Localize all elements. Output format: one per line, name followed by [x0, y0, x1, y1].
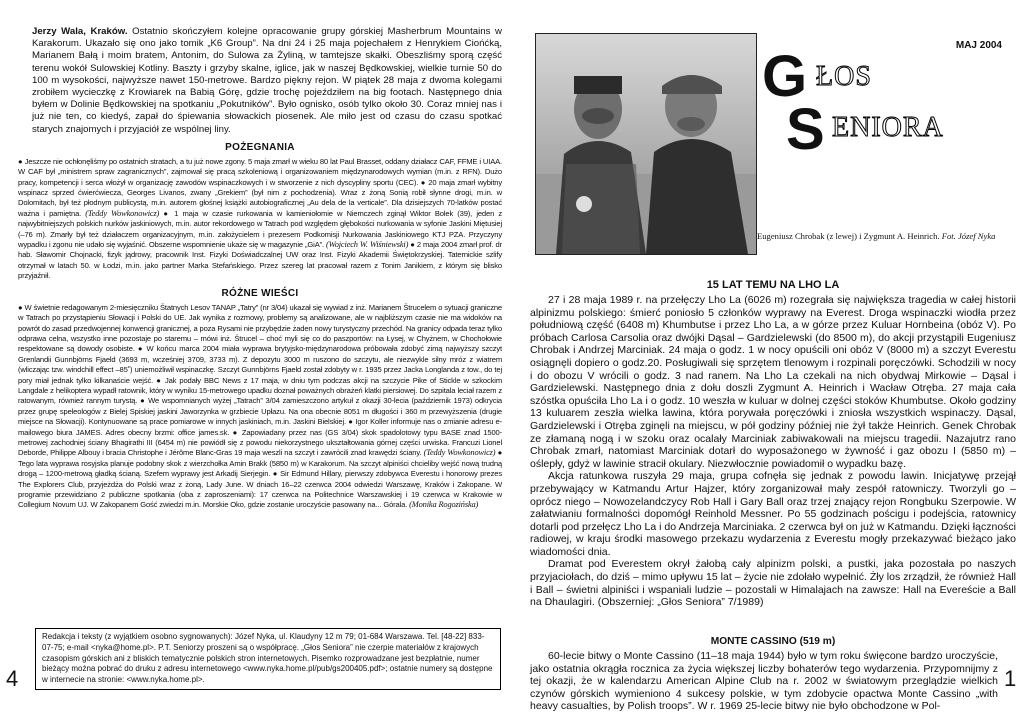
intro-paragraph [32, 26, 502, 136]
pozegnania-item-1: Jeszcze nie ochłonęliśmy po ostatnich stratach, a tu już nowe zgony. 5 maja zmarł w wieku 80 lat Paul Brasset, oddany działacz CAF, FFME i UIAA. W CAF był „ministrem spraw zagranicznych”, zajmował się pracą szkoleniową i organizowaniem międzynarodowych wymian (m.in. z RFN). Dużo pracy, kompetencji i serca włożył w organizację zawodów wspinaczkowych i w stworzenie z nich dyscypliny sportu (CEC). [18, 156, 503, 187]
bullet: ● [497, 448, 503, 458]
page-number-left: 4 [6, 666, 19, 691]
wiesci-text [18, 303, 502, 511]
signature: (Teddy Wowkonowicz) [85, 208, 160, 218]
article-paragraph: 27 i 28 maja 1989 r. na przełęczy Lho La (6026 m) rozegrała się największa tragedia w całej historii alpinizmu polskiego: śmierć poniosło 5 członków wyprawy na Everest. Droga wspinaczki wiodła przez południową część (6408 m) Khumbutse i przez Lho La, a w górze przez Kuluar Hornbeina (obóz V). Po próbach Carlosa Carsolia oraz dwójki Dąsal – Gardzielewski (do 8500 m), do akcji przystąpili Eugeniusz Chrobak i Andrzej Marciniak. 24 maja o godz. 1 w nocy opuścili oni obóz V (8000 m) a szczyt Everestu osiągnęli dopiero o godz.20. Posługiwali się sprzętem tlenowym i rozpinali poręczówki. Schodzili w nocy i do obozu V wrócili o godz. 3 nad ranem. Na Lho La czekali na nich obydwaj Mirkowie – Dąsal i Gardzielewski. Następnego dnia z dołu doszli Zygmunt A. Heinrich i Wacław Otręba. 27 maja cała szóstka opuściła Lho La i o godz. 10 weszła w kuluar w dolnej części stoków Khumbutse. Około godziny 13 kuluarem zeszła wielka lawina, która porywała poręczówki i zniosła wszystkich wspinaczy. Dąsal, Gardzielewski i Otręba zginęli na miejscu, w pół godziny później nie żył także Heinrich. Genek Chrobak ze złamaną nogą i w szoku oraz ocalały Marciniak zabiwakowali na miejscu tragedii. Nazajutrz rano Chrobak zmarł, natomiast Marciniak dotarł do wyposażonego w żywność i gaz obozu I (5850 m) – oślepły, gdyż w lawinie stracił okulary. Niezwłocznie powiadomił o wypadku bazę. [530, 294, 1016, 470]
issue-date: MAJ 2004 [955, 40, 1002, 51]
signature: (Teddy Wowkonowicz) [423, 448, 496, 458]
pozegnania-item-3: 1 maja w czasie rurkowania w kamieniołomie w Niemczech zginął Wiktor Bolek (39), jeden z najwybitniejszych polskich nurków jaskiniowych, m.in. autor rekordowego w Tatrach pod względem głębokości nurkowania w syfonie Jaskini Miętusiej (–76 m). Zmarły był też działaczem organizacyjnym, m.in. założycielem i prezesem Podkomisji Nurkowania Jaskiniowego KTJ PZA. Przyczyny wypadku i zgonu nie udało się wyjaśnić. Obszerne wspomnienie ukaże się w magazynie „GiA”. [18, 208, 502, 250]
monte-cassino-paragraph: 60-lecie bitwy o Monte Cassino (11–18 maja 1944) było w tym roku święcone bardzo uroczyście, jako ostatnia okrągła rocznica za życia większej liczby bohaterów tego wydarzenia. Przypomnijmy z tej okazji, że w kalendarzu American Alpine Club na r. 2002 w światowym przeglądzie wielkich czynów górskich wymieniono 4 sukcesy polskie, w tym zdobycie opactwa Monte Cassino „with heavy casualties, by Polish troops”. W r. 1969 25-lecie bitwy nie było obchodzone w Pol- [530, 650, 998, 713]
wiesci-item-4: We wspomnianych wyżej „Tatrach” 3/04 zamieszczono artykuł z okazji 30-lecia (październik 1973) odkrycia przez grupę speleologów z Bielej Spiskiej jaskini Jaworzynka w grzbiecie Upłazu. Na ona obecnie 8051 m długości i 360 m przewyższenia (drugie miejsce na Słowacji). Kontynuowane są prace pomiarowe w innych jaskiniach, m.in. Jaskini Bielskiej. [18, 396, 502, 427]
bullet: ● [18, 302, 23, 312]
pozegnania-item-4: 2 maja 2004 zmarł prof. dr hab. Sławomir Chojnacki, fizyk jądrowy, pracownik Inst. Fizyki Doświadczalnej UW oraz Inst. Fizyki Akademii Świętokrzyskiej. Taternickie szlify otrzymał w latach 50. w Łodzi, m.in. jako partner Marka Stefańskiego. Przez szereg lat pracował razem z Tonim Janikiem, z którym się blisko przyjaźnił. [18, 240, 502, 281]
bullet: ● [410, 240, 415, 250]
imprint-box: Redakcja i teksty (z wyjątkiem osobno sygnowanych): Józef Nyka, ul. Klaudyny 12 m 79; 01-684 Warszawa. Tel. [48-22] 833-07-75; e-mail <nyka@home.pl>. P.T. Seniorzy proszeni są o współpracę. „Głos Seniora” nie czerpie materiałów z krajowych czasopism górskich ani z bliskich tematycznie polskich stron internetowych. Pisemko rozprowadzane jest bezpłatnie, numer bieżący można pobrać do druku z adresu internetowego <www.nyka.home.pl/pub/gs200405.pdf>; ostatnie numery są dostępne w internecie na stronie: <www.nyka.home.pl>. [35, 628, 501, 690]
bullet: ● [163, 208, 171, 218]
signature: (Monika Rogozińska) [409, 500, 479, 510]
monte-cassino-title: MONTE CASSINO (519 m) [710, 636, 836, 647]
intro-text: Ostatnio skończyłem kolejne opracowanie grupy górskiej Masherbrum Mountains w Karakorum. Ukazało się ono jako tomik „K6 Group”. Na dni 24 i 25 maja pojechałem z Henrykiem Ciońćką, Marianem Bałą i moim bratem, Antonim, do Sulowa za Żyliną, w tamtejsze skałki. Obeszliśmy sporą część terenu wokół Sulowskiej Kotliny. Baszty i grzyby skalne, iglice, jak w naszej Będkowskiej, wielkie turnie 50 do 100 m wysokości, najwyższe nawet 150-metrowe. Bardzo piękny rejon. W piątek 28 maja z dwoma kolegami zrobiłem wycieczkę z Krowiarek na Babią Górę, gdzie trochę pojeździłem na big footach. Następnego dnia byłem w Dolinie Będkowskiej na spotkaniu „Pokutników”. Było ognisko, osób tylko około 30. Coraz mniej nas i już nie ten, co kiedyś, zapał do śpiewania słowackich piosenek. Ale miło jest od czasu do czasu spotkać starych znajomych i przyjaciół ze wspólnej liny. [32, 26, 502, 135]
intro-author: Jerzy Wala, Kraków. [32, 26, 128, 37]
caption-text: Eugeniusz Chrobak (z lewej) i Zygmunt A. Heinrich. [757, 231, 940, 241]
article-title: 15 LAT TEMU NA LHO LA [706, 279, 840, 291]
photo-climbers [535, 33, 757, 255]
logo-word-eniora: ENIORA [832, 112, 944, 143]
logo-letter-g: G [762, 44, 808, 109]
logo-word-los: ŁOS [816, 61, 872, 92]
caption-credit: Fot. Józef Nyka [941, 231, 996, 241]
article-paragraph: Dramat pod Everestem okrył żałobą cały alpinizm polski, a pustki, jaka pozostała po naszych przyjaciołach, do dziś – mimo upływu 15 lat – życie nie zdołało wypełnić. Żły los zrządził, że również Hall i Ball – świetni alpiniści i wspaniali ludzie – pozostali w Himalajach na zawsze: Hall na Evereście a Ball na Dhaulagiri. (Obszerniej: „Głos Seniora” 7/1989) [530, 558, 1016, 609]
bullet: ● [272, 469, 278, 479]
article-body [530, 294, 1016, 609]
wiesci-item-3: Jak podały BBC News z 17 maja, w dniu tym podczas akcji na szczycie Pike of Stickle w szkockim Langdale z helikoptera wypadł ratownik, który w wyniku 15-metrowego upadku doznał poważnych obrażeń klatki piersiowej. Do szpitala leciał razem z ratowanym, również rannym turystą. [18, 375, 503, 406]
left-page [18, 8, 502, 511]
bullet: ● [420, 177, 426, 187]
bullet: ● [137, 344, 144, 354]
logo-letter-s: S [786, 97, 825, 162]
wiesci-title: RÓŻNE WIEŚCI [221, 287, 299, 299]
photo-placeholder [536, 34, 756, 254]
article-paragraph: Akcja ratunkowa ruszyła 29 maja, grupa cofnęła się jednak z powodu lawin. Inicjatywę przejął przebywający w Katmandu Artur Hajzer, który zorganizował mały zespół ratowniczy. Tworzyli go – oprócz niego – Nowozelandczycy Rob Hall i Gary Ball oraz trzej znający rejon Rongbuku Szerpowie. W załatwianiu formalności dopomógł Reinhold Messner. Po 55 godzinach pościgu i podejścia, ratownicy dotarli pod przełęcz Lho La i do Andrzeja Marciniaka. 2 czerwca był on już w Katmandu. Dzięki łączności radiowej, w kraju środki masowego przekazu wydarzenia z Everestu mogły przekazywać bieżąco jako wiadomości dnia. [530, 470, 1016, 558]
wiesci-item-5: Igor Koller informuje nas o zmianie adresu e-mailowego biura JAMES. Adres obecny brzmi: office james.sk. [18, 417, 503, 437]
photo-caption [757, 231, 997, 242]
wiesci-item-1: W świetnie redagowanym 2-miesięczniku Štatnych Lesov TANAP „Tatry” (nr 3/04) ukazał się wywiad z inż. Marianem Štrucelem o sytuacji graniczne w Tatrach po przystąpieniu Słowacji i Polski do UE. Jak wynika z rozmowy, problemy są analizowane, ale w najbliższym czasie nie ma widoków na powrót do zasad przedwojennej konwencji granicznej, a poza Rysami nie przybędzie żaden nowy turystyczny przechód. Na granicy odpada teraz tylko odprawa celna, wszystko inne pozostaje po staremu – mówi inż. Štrucel – choć myli się co do paszportów: na Łysej, w Chyżnem, w Chochołowie respektowane są dowody osobiste. [18, 302, 502, 354]
pozegnania-title: POŻEGNANIA [225, 141, 295, 153]
wiesci-item-6: Zapowiadany przez nas (GS 3/04) skok spadolotowy typu BASE znad 1500-metrowej zachodniej ściany Bhagirathi III (6454 m) nie powiódł się z powodu niekorzystnego ukształtowania górnej części urwiska. Francuzi Lionel Deborde, Philippe Albouy i bracia Christophe i Jérôme Blanc-Gras 19 maja weszli na szczyt i zawrócili znad krawędzi ściany. [18, 427, 502, 458]
wiesci-item-7: Tego lata wyprawa rosyjska planuje podobny skok z wierzchołka Amin Brakk (5850 m) w Karakorum. Na szczyt alpiniści chcieliby wejść nową trudną drogą – 1200-metrową gładką ścianą. Szefem wyprawy jest Arkadij Sierjegin. [18, 458, 502, 479]
wiesci-item-8: Sir Edmund Hillary, pierwszy zdobywca Everestu i honorowy prezes The Explorers Club, przyjeżdża do Polski wraz z żoną, Lady June. W dniach 16–22 czerwca 2004 odwiedzi Warszawę, Kraków i Zakopane. W programie przewidziano 2 publiczne spotkania (oba z zaproszeniami): 17 czerwca na Politechnice Warszawskiej i 19 czerwca w Krakowie w Collegium Novum UJ. W Zakopanem Gość zwiedzi m.in. Morskie Oko, gdzie zostanie uroczyście pasowany na... Górala. [18, 469, 502, 510]
bullet: ● [348, 417, 354, 427]
bullet: ● [140, 396, 146, 406]
pozegnania-item-2: 20 maja zmarł wybitny wspinacz sprzed ćwierćwiecza, Georges Livanos, zwany „Grekiem” (był nim z pochodzenia). Wraz z żoną Sonią robił słynne drogi, m.in. w Dolomitach, był też płodnym publicystą, m.in. autorem głośnej książki autobiograficznej „Au dela de la verticale”. Dla dzisiejszych 70-latków postać ważna i pamiętna. [18, 177, 502, 218]
wiesci-item-2: W końcu marca 2004 miała wyprawa brytyjsko-międzynarodowa próbowała zdobyć zimą najwyższy szczyt Grenlandii Gunnbjörns Fjaeld (3693 m, wcześniej 3709, 3733 m). Z depozytu 3000 m ruszono do szczytu, ale niezwykle silny mróz z wiatrem (wliczając tzw. windchill effect –85˚) uniemożliwił wspinaczkę. Szczyt Gunnbjörns Fjaeld został zdobyty w r. 1935 przez Jacka Longlanda z tow., do tej pory miał jednak tylko kilkanaście wejść. [18, 344, 502, 385]
bullet: ● [232, 427, 239, 437]
signature: (Wojciech W. Wiśniewski) [326, 240, 409, 250]
bullet: ● [156, 375, 162, 385]
page-number-right: 1 [1004, 666, 1017, 691]
bullet: ● [18, 156, 23, 166]
pozegnania-text [18, 157, 502, 282]
